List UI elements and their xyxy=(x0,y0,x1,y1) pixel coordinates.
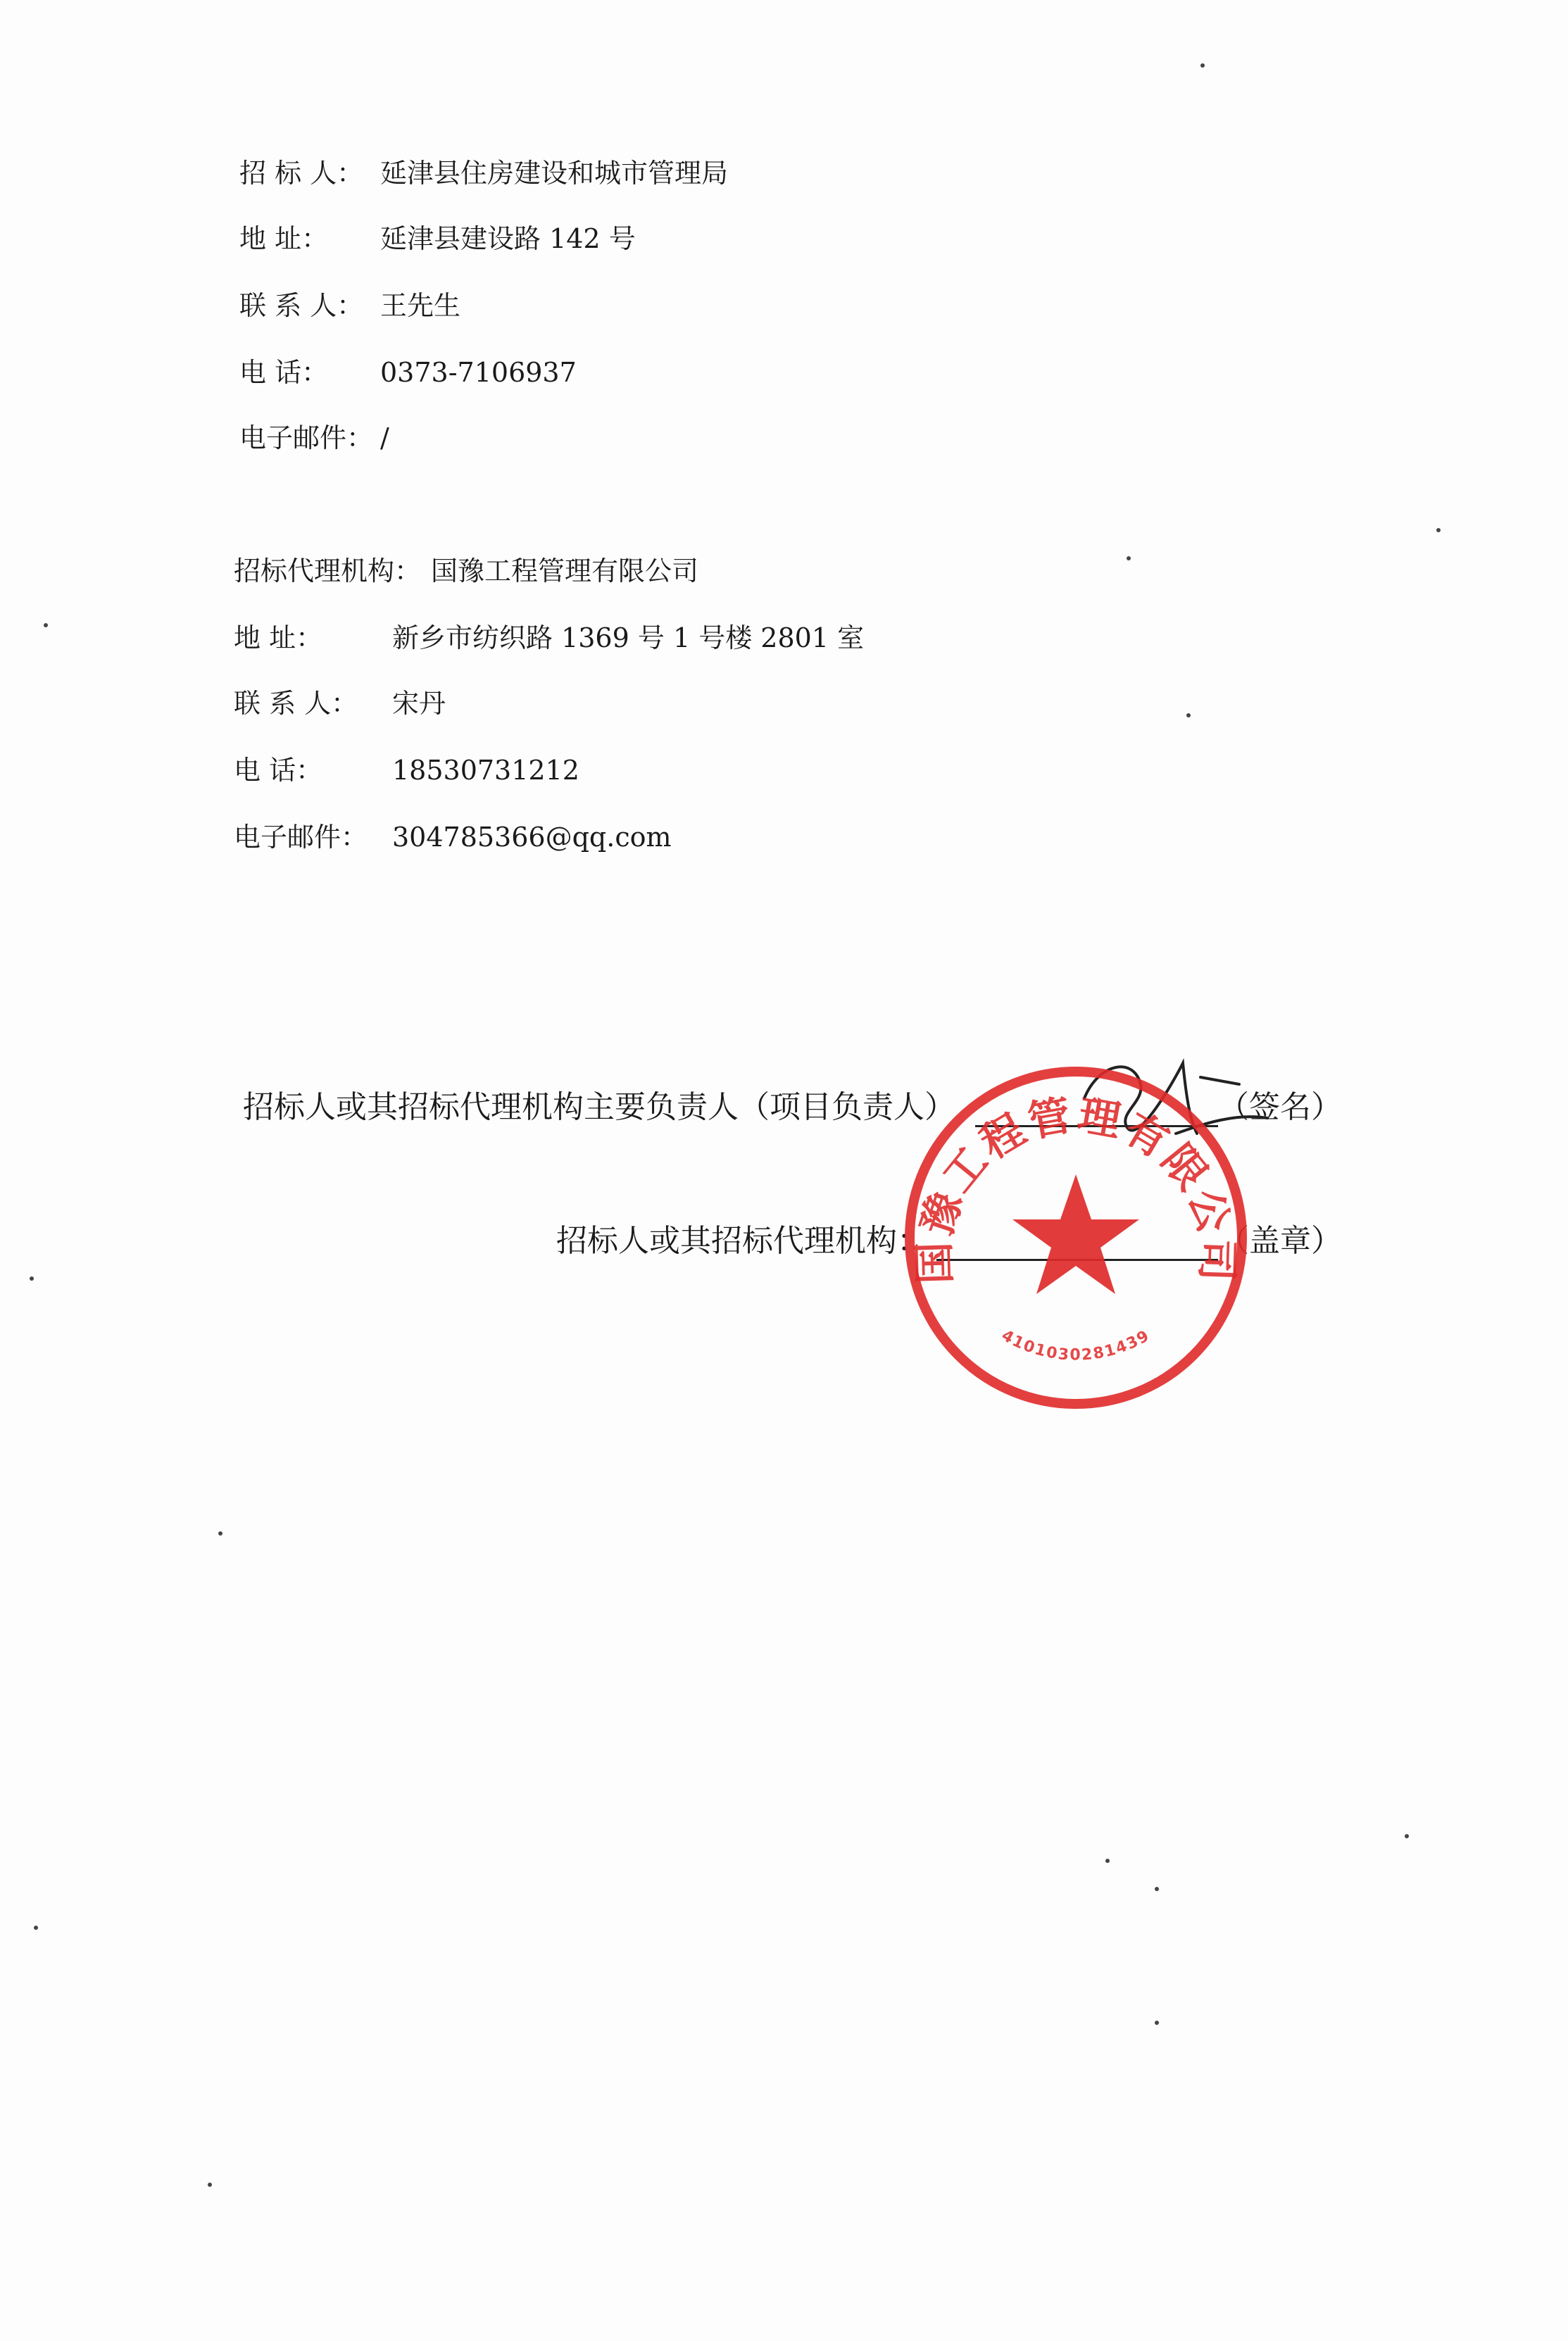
scan-speck xyxy=(1436,528,1441,532)
stamp-text: 国豫工程管理有限公司 xyxy=(910,1090,1242,1285)
agency-email-label: 电子邮件： xyxy=(234,822,368,853)
scan-speck xyxy=(30,1276,34,1281)
agency-address-label: 地 址： xyxy=(234,622,323,653)
tenderer-address-label: 地 址： xyxy=(239,223,329,254)
org-seal-text: 招标人或其招标代理机构： xyxy=(556,1223,928,1259)
scan-speck xyxy=(208,2183,212,2187)
tenderer-contact: 王先生 xyxy=(380,290,461,321)
agency-contact-label: 联 系 人： xyxy=(234,688,358,719)
scan-speck xyxy=(1155,2021,1159,2025)
agency-email: 304785366@qq.com xyxy=(392,822,672,853)
scan-speck xyxy=(1200,63,1205,68)
agency-phone-label: 电 话： xyxy=(234,755,323,786)
agency-name: 国豫工程管理有限公司 xyxy=(431,556,699,586)
org-seal-row xyxy=(556,1222,928,1261)
scan-speck xyxy=(1105,1859,1110,1863)
scan-speck xyxy=(44,623,48,627)
seal-note: （盖章） xyxy=(1218,1223,1342,1259)
scan-speck xyxy=(1186,713,1191,717)
tenderer-phone-label: 电 话： xyxy=(239,357,329,388)
agency-name-label: 招标代理机构： xyxy=(234,556,422,586)
scan-speck xyxy=(34,1926,38,1930)
tenderer-email-label: 电子邮件： xyxy=(239,422,374,453)
svg-text:4101030281439 xyxy=(998,1326,1153,1364)
tenderer-contact-label: 联 系 人： xyxy=(239,290,364,321)
tenderer-name-label: 招 标 人： xyxy=(239,158,364,189)
scan-speck xyxy=(1155,1887,1159,1891)
scan-speck xyxy=(218,1531,222,1536)
tenderer-address: 延津县建设路 142 号 xyxy=(380,223,636,254)
agency-contact: 宋丹 xyxy=(392,688,446,719)
scan-speck xyxy=(1127,556,1131,560)
tenderer-name: 延津县住房建设和城市管理局 xyxy=(380,158,729,189)
principal-signature-row xyxy=(243,1088,955,1127)
agency-address: 新乡市纺织路 1369 号 1 号楼 2801 室 xyxy=(392,622,865,653)
scan-speck xyxy=(1405,1834,1409,1838)
company-seal-stamp xyxy=(893,1055,1259,1421)
sign-note: （签名） xyxy=(1218,1089,1342,1125)
stamp-number: 4101030281439 xyxy=(998,1326,1153,1364)
principal-signature-text: 招标人或其招标代理机构主要负责人（项目负责人） xyxy=(243,1089,955,1125)
agency-phone: 18530731212 xyxy=(392,755,579,786)
tenderer-email: / xyxy=(380,422,389,453)
tenderer-phone: 0373-7106937 xyxy=(380,357,577,388)
star-icon xyxy=(1012,1174,1139,1294)
